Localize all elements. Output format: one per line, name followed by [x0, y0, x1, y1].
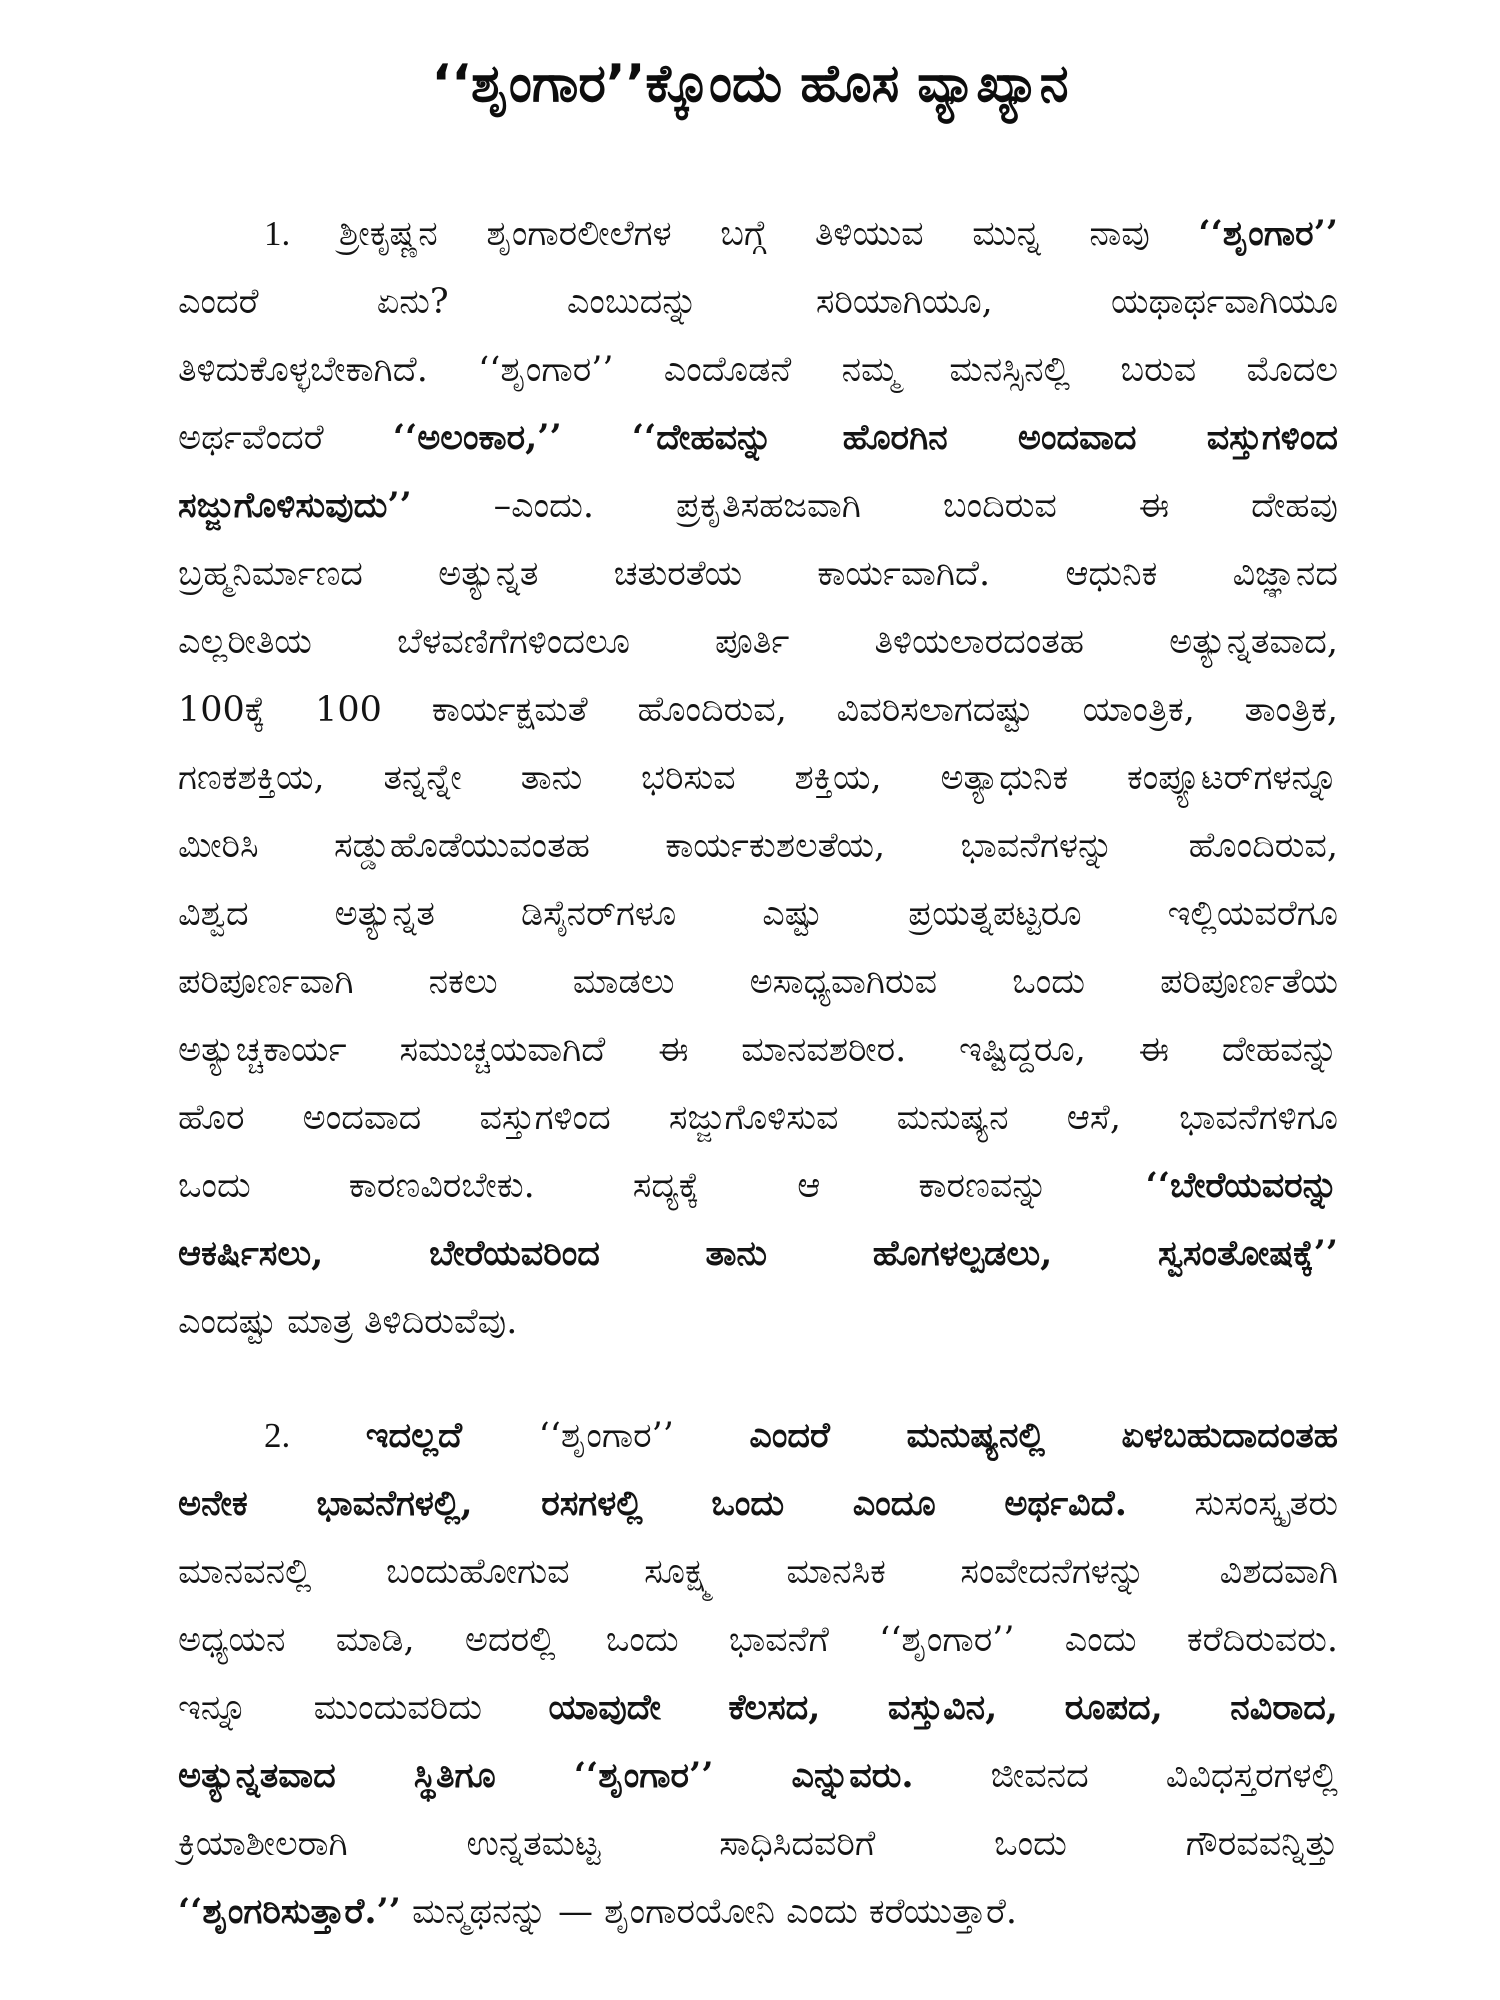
text-run: ಜೀವನದ ವಿವಿಧಸ್ತರಗಳಲ್ಲಿ	[913, 1756, 1338, 1796]
paragraph-number: 2.	[264, 1416, 291, 1455]
text-run: ಮೀರಿಸಿ ಸಡ್ಡುಹೊಡೆಯುವಂತಹ ಕಾರ್ಯಕುಶಲತೆಯ, ಭಾವನೆಗಳನ್ನು ಹೊಂದಿರುವ,	[178, 826, 1338, 866]
bold-text-run: ಇದಲ್ಲದೆ	[365, 1415, 539, 1456]
text-run: ವಿಶ್ವದ ಅತ್ಯುನ್ನತ ಡಿಸೈನರ್‌ಗಳೂ ಎಷ್ಟು ಪ್ರಯತ್ನಪಟ್ಟರೂ ಇಲ್ಲಿಯವರೆಗೂ	[178, 894, 1338, 934]
text-run: ಬ್ರಹ್ಮನಿರ್ಮಾಣದ ಅತ್ಯುನ್ನತ ಚತುರತೆಯ ಕಾರ್ಯವಾಗಿದೆ. ಆಧುನಿಕ ವಿಜ್ಞಾನದ	[178, 554, 1338, 594]
bold-text-run: ಆಕರ್ಷಿಸಲು, ಬೇರೆಯವರಿಂದ ತಾನು ಹೊಗಳಲ್ಪಡಲು, ಸ್ವಸಂತೋಷಕ್ಕೆ’’	[178, 1233, 1338, 1274]
text-line	[178, 472, 1338, 540]
text-run: ಎಲ್ಲರೀತಿಯ ಬೆಳವಣಿಗೆಗಳಿಂದಲೂ ಪೂರ್ತಿ ತಿಳಿಯಲಾರದಂತಹ ಅತ್ಯುನ್ನತವಾದ,	[178, 622, 1338, 662]
text-line	[178, 812, 1338, 880]
text-run: ತಿಳಿದುಕೊಳ್ಳಬೇಕಾಗಿದೆ. ‘‘ಶೃಂಗಾರ’’ ಎಂದೊಡನೆ ನಮ್ಮ ಮನಸ್ಸಿನಲ್ಲಿ ಬರುವ ಮೊದಲ	[178, 350, 1338, 390]
text-line	[178, 200, 1338, 268]
bold-text-run: ‘‘ಅಲಂಕಾರ,’’ ‘‘ದೇಹವನ್ನು ಹೊರಗಿನ ಅಂದವಾದ ವಸ್ತುಗಳಿಂದ	[392, 417, 1338, 458]
text-run: ಹೊರ ಅಂದವಾದ ವಸ್ತುಗಳಿಂದ ಸಜ್ಜುಗೊಳಿಸುವ ಮನುಷ್ಯನ ಆಸೆ, ಭಾವನೆಗಳಿಗೂ	[178, 1098, 1338, 1138]
bold-text-run: ಅನೇಕ ಭಾವನೆಗಳಲ್ಲಿ, ರಸಗಳಲ್ಲಿ ಒಂದು ಎಂದೂ ಅರ್ಥವಿದೆ.	[178, 1483, 1127, 1524]
text-line	[178, 1288, 1338, 1356]
text-run: ಪರಿಪೂರ್ಣವಾಗಿ ನಕಲು ಮಾಡಲು ಅಸಾಧ್ಯವಾಗಿರುವ ಒಂದು ಪರಿಪೂರ್ಣತೆಯ	[178, 962, 1338, 1002]
text-run: ಅಧ್ಯಯನ ಮಾಡಿ, ಅದರಲ್ಲಿ ಒಂದು ಭಾವನೆಗೆ ‘‘ಶೃಂಗಾರ’’ ಎಂದು ಕರೆದಿರುವರು.	[178, 1620, 1338, 1660]
text-line	[178, 880, 1338, 948]
text-line	[178, 1470, 1338, 1538]
text-run: ಅತ್ಯುಚ್ಚಕಾರ್ಯ ಸಮುಚ್ಚಯವಾಗಿದೆ ಈ ಮಾನವಶರೀರ. ಇಷ್ಟಿದ್ದರೂ, ಈ ದೇಹವನ್ನು	[178, 1030, 1338, 1070]
text-run: ಎಂದರೆ ಏನು? ಎಂಬುದನ್ನು ಸರಿಯಾಗಿಯೂ, ಯಥಾರ್ಥವಾಗಿಯೂ	[178, 282, 1338, 322]
bold-text-run: ಸಜ್ಜುಗೊಳಿಸುವುದು’’	[178, 485, 412, 526]
text-line	[178, 1878, 1338, 1946]
bold-text-run: ‘‘ಶೃಂಗಾರ’’	[1198, 213, 1338, 254]
text-line	[178, 1742, 1338, 1810]
bold-text-run: ‘‘ಶೃಂಗರಿಸುತ್ತಾರೆ.’’	[178, 1891, 401, 1932]
text-line	[178, 1674, 1338, 1742]
text-run: ಮನ್ಮಥನನ್ನು — ಶೃಂಗಾರಯೋನಿ ಎಂದು ಕರೆಯುತ್ತಾರೆ.	[400, 1892, 1017, 1932]
text-run: ಒಂದು ಕಾರಣವಿರಬೇಕು. ಸದ್ಯಕ್ಕೆ ಆ ಕಾರಣವನ್ನು	[178, 1166, 1146, 1206]
paragraph-2	[178, 1402, 1338, 1946]
paragraph-number: 1.	[264, 214, 291, 253]
text-line	[178, 1810, 1338, 1878]
text-line	[178, 1402, 1338, 1470]
text-run: ಎಂದಷ್ಟು ಮಾತ್ರ ತಿಳಿದಿರುವೆವು.	[178, 1302, 518, 1342]
text-line	[178, 1016, 1338, 1084]
text-run: –ಎಂದು. ಪ್ರಕೃತಿಸಹಜವಾಗಿ ಬಂದಿರುವ ಈ ದೇಹವು	[411, 486, 1338, 526]
paragraph-1	[178, 200, 1338, 1356]
bold-text-run: ಅತ್ಯುನ್ನತವಾದ ಸ್ಥಿತಿಗೂ ‘‘ಶೃಂಗಾರ’’ ಎನ್ನುವರು.	[178, 1755, 914, 1796]
bold-text-run: ಯಾವುದೇ ಕೆಲಸದ, ವಸ್ತುವಿನ, ರೂಪದ, ನವಿರಾದ,	[548, 1687, 1338, 1728]
text-line	[178, 744, 1338, 812]
text-run: ಕ್ರಿಯಾಶೀಲರಾಗಿ ಉನ್ನತಮಟ್ಟ ಸಾಧಿಸಿದವರಿಗೆ ಒಂದು ಗೌರವವನ್ನಿತ್ತು	[178, 1824, 1338, 1864]
text-line	[178, 1220, 1338, 1288]
text-line	[178, 268, 1338, 336]
text-run: 100ಕ್ಕೆ 100 ಕಾರ್ಯಕ್ಷಮತೆ ಹೊಂದಿರುವ, ವಿವರಿಸಲಾಗದಷ್ಟು ಯಾಂತ್ರಿಕ, ತಾಂತ್ರಿಕ,	[178, 690, 1338, 730]
text-run: ಇನ್ನೂ ಮುಂದುವರಿದು	[178, 1688, 549, 1728]
text-line	[178, 1152, 1338, 1220]
text-run: ಮಾನವನಲ್ಲಿ ಬಂದುಹೋಗುವ ಸೂಕ್ಷ್ಮ ಮಾನಸಿಕ ಸಂವೇದನೆಗಳನ್ನು ವಿಶದವಾಗಿ	[178, 1552, 1338, 1592]
document-body	[178, 200, 1338, 1992]
text-line	[178, 1084, 1338, 1152]
page-title: ‘‘ಶೃಂಗಾರ’’ಕ್ಕೊಂದು ಹೊಸ ವ್ಯಾಖ್ಯಾನ	[431, 54, 1069, 114]
text-run: ಅರ್ಥವೆಂದರೆ	[178, 418, 393, 458]
text-line	[178, 1606, 1338, 1674]
text-line	[178, 404, 1338, 472]
bold-text-run: ಎಂದರೆ ಮನುಷ್ಯನಲ್ಲಿ ಏಳಬಹುದಾದಂತಹ	[749, 1415, 1339, 1456]
text-run: ‘‘ಶೃಂಗಾರ’’	[538, 1416, 750, 1456]
text-line	[178, 948, 1338, 1016]
bold-text-run: ‘‘ಬೇರೆಯವರನ್ನು	[1145, 1165, 1338, 1206]
text-run: ಸುಸಂಸ್ಕೃತರು	[1126, 1484, 1338, 1524]
text-run: ಶ್ರೀಕೃಷ್ಣನ ಶೃಂಗಾರಲೀಲೆಗಳ ಬಗ್ಗೆ ತಿಳಿಯುವ ಮುನ್ನ ನಾವು	[338, 214, 1199, 254]
text-line	[178, 608, 1338, 676]
text-line	[178, 676, 1338, 744]
text-line	[178, 1538, 1338, 1606]
text-line	[178, 336, 1338, 404]
text-line	[178, 540, 1338, 608]
text-run: ಗಣಕಶಕ್ತಿಯ, ತನ್ನನ್ನೇ ತಾನು ಭರಿಸುವ ಶಕ್ತಿಯ, ಅತ್ಯಾಧುನಿಕ ಕಂಪ್ಯೂಟರ್‌ಗಳನ್ನೂ	[178, 758, 1338, 798]
